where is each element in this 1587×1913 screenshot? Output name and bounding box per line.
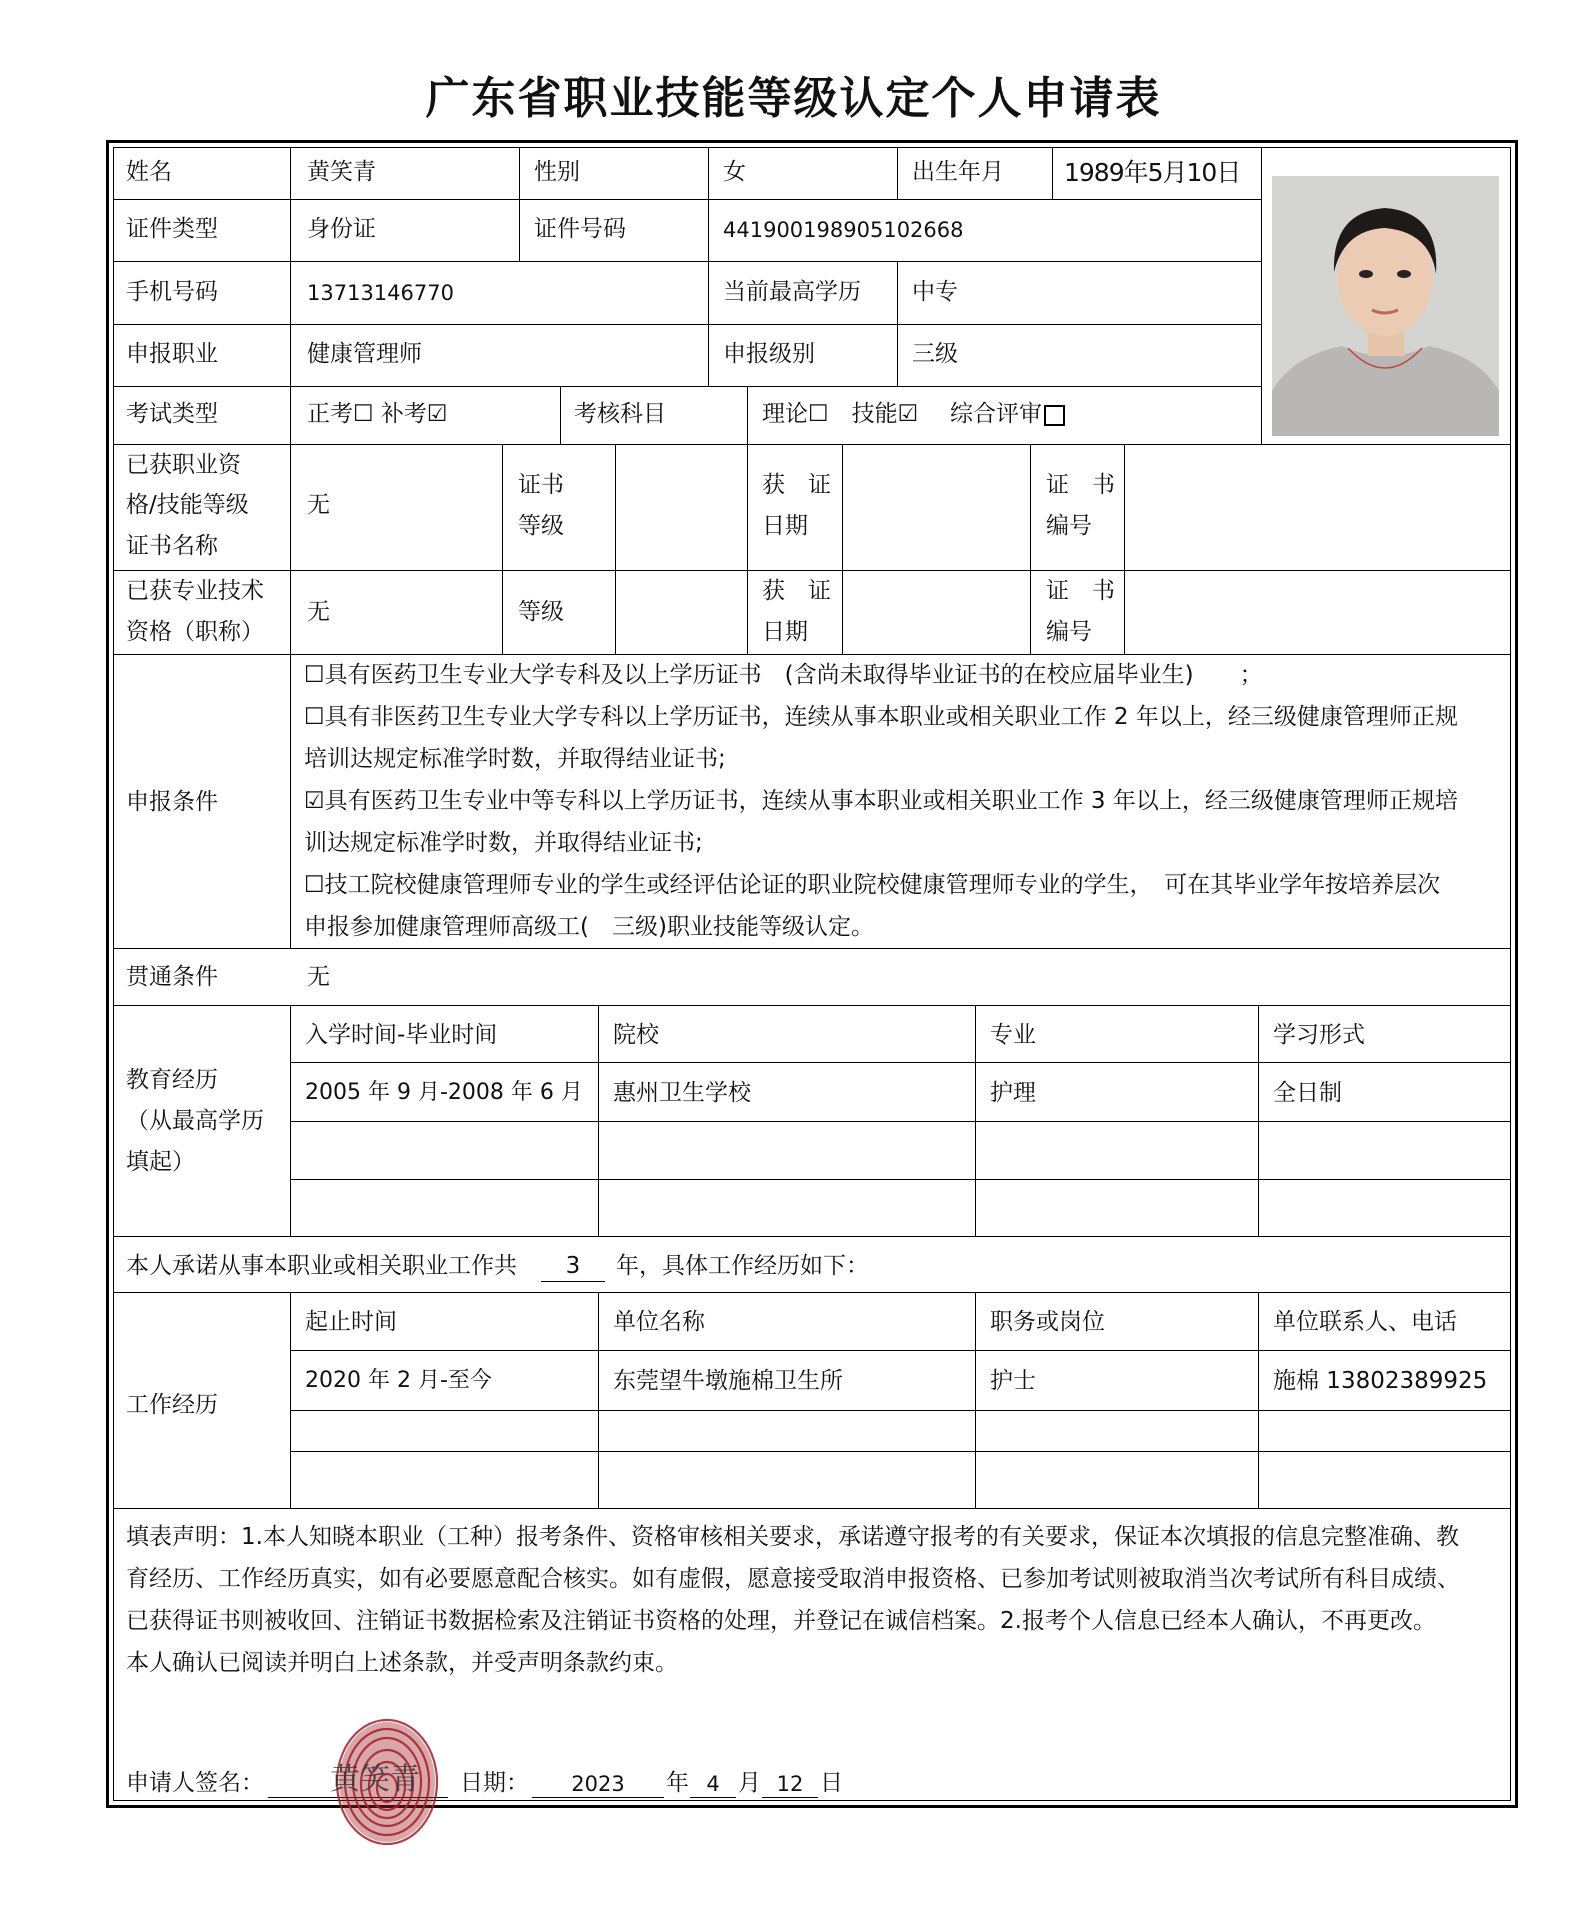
phone-value: 13713146770 (307, 281, 454, 305)
work-row-period: 2020 年 2 月-至今 (305, 1368, 492, 1393)
edu-header-school: 院校 (613, 1022, 659, 1048)
condition-line-7: 申报参加健康管理师高级工( 三级)职业技能等级认定。 (304, 914, 874, 940)
qualification-value: 无 (307, 492, 330, 518)
education-history-label-1: 教育经历 (126, 1067, 218, 1093)
work-header-position: 职务或岗位 (990, 1309, 1105, 1335)
cert-level-label-2: 等级 (518, 513, 564, 539)
through-value: 无 (307, 964, 330, 990)
cert-no-label-1: 证 书 (1046, 472, 1115, 498)
work-history-label: 工作经历 (126, 1392, 218, 1418)
education-value: 中专 (912, 279, 958, 305)
edu-header-period: 入学时间-毕业时间 (305, 1022, 498, 1048)
work-row-contact: 施棉 13802389925 (1273, 1368, 1488, 1394)
promise-prefix: 本人承诺从事本职业或相关职业工作共 (126, 1253, 517, 1279)
education-label: 当前最高学历 (723, 279, 861, 305)
conditions-label: 申报条件 (126, 789, 218, 815)
declaration-line-3: 已获得证书则被收回、注销证书数据检索及注销证书资格的处理，并登记在诚信档案。2.报考个人信息已经本人确认，不再更改。 (126, 1608, 1436, 1634)
level-label: 申报级别 (723, 341, 815, 367)
subject-comprehensive: 综合评审 (950, 401, 1042, 427)
education-history-label-2: （从最高学历 (126, 1108, 264, 1134)
professional-label-1: 已获专业技术 (126, 578, 264, 604)
edu-header-major: 专业 (990, 1022, 1036, 1048)
condition-line-4: ☑具有医药卫生专业中等专科以上学历证书，连续从事本职业或相关职业工作 3 年以上，经三级健康管理师正规培 (304, 788, 1458, 814)
subject-label: 考核科目 (574, 401, 666, 427)
form-title: 广东省职业技能等级认定个人申请表 (425, 73, 1162, 124)
exam-type-value: 正考☐ 补考☑ (307, 401, 448, 427)
through-label: 贯通条件 (126, 964, 218, 990)
work-header-contact: 单位联系人、电话 (1273, 1309, 1457, 1335)
education-history-label-3: 填起） (126, 1149, 195, 1175)
edu-row-school: 惠州卫生学校 (613, 1080, 751, 1106)
subject-value: 理论☐ 技能☑ (762, 401, 919, 427)
promise-suffix: 年，具体工作经历如下： (616, 1253, 869, 1279)
sign-year: 2023 (571, 1772, 625, 1796)
id-no-label: 证件号码 (534, 216, 626, 242)
day-unit: 日 (820, 1770, 843, 1796)
edu-row-major: 护理 (990, 1080, 1036, 1106)
cert-date-label-1: 获 证 (762, 472, 831, 498)
condition-line-1: ☐具有医药卫生专业大学专科及以上学历证书 (含尚未取得毕业证书的在校应届毕业生) ； (304, 662, 1263, 688)
gender-label: 性别 (534, 159, 580, 185)
id-no-value: 441900198905102668 (723, 218, 964, 242)
professional-date-label-1: 获 证 (762, 578, 831, 604)
qualification-label-2: 格/技能等级 (126, 492, 249, 518)
work-header-period: 起止时间 (305, 1309, 397, 1335)
comprehensive-checkbox[interactable] (1044, 405, 1065, 426)
job-value: 健康管理师 (307, 341, 422, 367)
condition-line-2: ☐具有非医药卫生专业大学专科以上学历证书，连续从事本职业或相关职业工作 2 年以上，经三级健康管理师正规 (304, 704, 1458, 730)
qualification-label-1: 已获职业资 (126, 452, 241, 478)
sign-month: 4 (706, 1772, 720, 1796)
condition-line-5: 训达规定标准学时数，并取得结业证书; (304, 830, 703, 856)
professional-label-2: 资格（职称） (126, 619, 264, 645)
condition-line-6: ☐技工院校健康管理师专业的学生或经评估论证的职业院校健康管理师专业的学生， 可在其毕业学年按培养层次 (304, 872, 1441, 898)
name-value: 黄笑青 (307, 159, 376, 185)
birth-label: 出生年月 (912, 159, 1004, 185)
work-row-position: 护士 (990, 1368, 1036, 1394)
cert-level-label-1: 证书 (518, 472, 564, 498)
declaration-line-1: 填表声明：1.本人知晓本职业（工种）报考条件、资格审核相关要求，承诺遵守报考的有关要求，保证本次填报的信息完整准确、教 (126, 1524, 1459, 1550)
job-label: 申报职业 (126, 341, 218, 367)
applicant-photo (1272, 176, 1499, 436)
professional-no-label-2: 编号 (1046, 619, 1092, 645)
level-value: 三级 (912, 341, 958, 367)
gender-value: 女 (723, 159, 746, 185)
professional-value: 无 (307, 599, 330, 625)
edu-row-period: 2005 年 9 月-2008 年 6 月 (305, 1080, 583, 1105)
sign-label: 申请人签名： (126, 1770, 264, 1796)
edu-header-mode: 学习形式 (1273, 1022, 1365, 1048)
promise-years: 3 (565, 1253, 581, 1279)
year-unit: 年 (666, 1770, 689, 1796)
phone-label: 手机号码 (126, 279, 218, 305)
professional-no-label-1: 证 书 (1046, 578, 1115, 604)
qualification-label-3: 证书名称 (126, 533, 218, 559)
work-header-unit: 单位名称 (613, 1309, 705, 1335)
signer-handwriting: 黄笑青 (330, 1762, 420, 1797)
work-row-unit: 东莞望牛墩施棉卫生所 (613, 1368, 843, 1394)
cert-no-label-2: 编号 (1046, 513, 1092, 539)
declaration-line-2: 育经历、工作经历真实，如有必要愿意配合核实。如有虚假，愿意接受取消申报资格、已参加考试则被取消当次考试所有科目成绩、 (126, 1566, 1460, 1592)
edu-row-mode: 全日制 (1273, 1080, 1342, 1106)
month-unit: 月 (738, 1770, 761, 1796)
id-type-label: 证件类型 (126, 216, 218, 242)
sign-day: 12 (776, 1772, 804, 1796)
birth-value: 1989年5月10日 (1064, 158, 1241, 187)
professional-level-label: 等级 (518, 599, 564, 625)
name-label: 姓名 (126, 159, 172, 185)
date-label: 日期： (460, 1770, 529, 1796)
condition-line-3: 培训达规定标准学时数，并取得结业证书; (304, 746, 726, 772)
id-type-value: 身份证 (307, 216, 376, 242)
exam-type-label: 考试类型 (126, 401, 218, 427)
professional-date-label-2: 日期 (762, 619, 808, 645)
cert-date-label-2: 日期 (762, 513, 808, 539)
declaration-line-4: 本人确认已阅读并明白上述条款，并受声明条款约束。 (126, 1650, 678, 1676)
